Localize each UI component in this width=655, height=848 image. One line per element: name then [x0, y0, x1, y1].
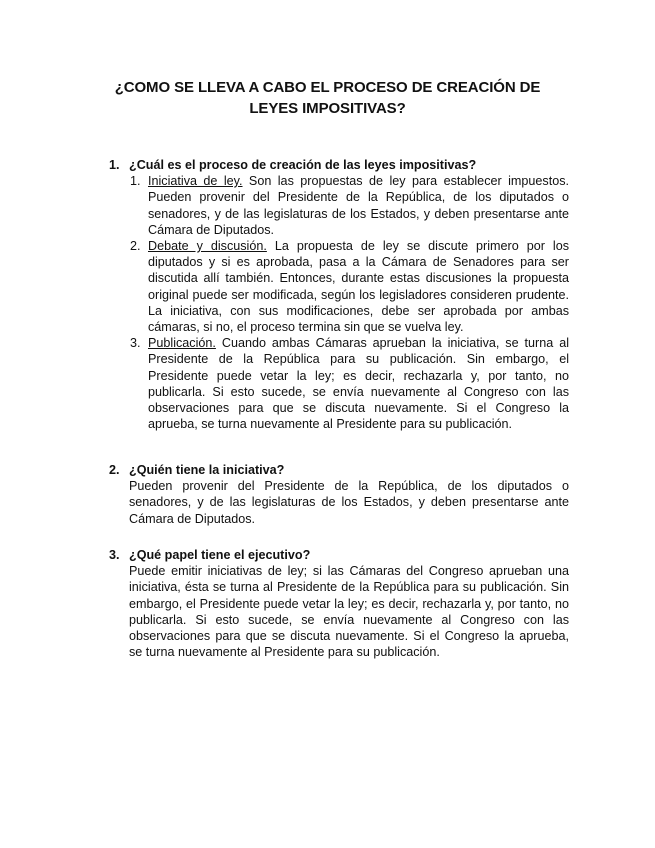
section-process — [109, 157, 569, 432]
section-heading — [109, 462, 569, 478]
section-question: ¿Cuál es el proceso de creación de las leyes impositivas? — [129, 158, 477, 172]
list-item-debate — [109, 238, 569, 335]
title-line-2: LEYES IMPOSITIVAS? — [249, 100, 406, 117]
section-answer: Pueden provenir del Presidente de la República, de los diputados o senadores, y de las legislaturas de los Estados, y deben presentarse ante Cámara de Diputados. — [129, 479, 569, 526]
section-question: ¿Qué papel tiene el ejecutivo? — [129, 548, 311, 562]
list-item-number: 3. — [130, 336, 141, 351]
section-ejecutivo — [109, 547, 569, 660]
list-item-text: Son las propuestas de ley para establecer impuestos. Pueden provenir del Presidente de la República, de los diputados o senadores, y de las legislaturas de los Estados, y deben presentarse ante Cámara de Diputados. — [148, 174, 570, 237]
section-heading — [109, 157, 569, 173]
list-item-title: Publicación. — [148, 336, 216, 351]
list-item-text: La propuesta de ley se discute primero por los diputados y si es aprobada, pasa a la Cámara de Senadores para ser discutida allí también. Entonces, durante estas discusiones la propuesta original puede ser modificada, según los legisladores consideren prudente. La iniciativa, con sus modificaciones, debe ser aprobada por ambas cámaras, si no, el proceso termina sin que se vuelva ley. — [148, 239, 569, 335]
section-number: 1. — [109, 158, 120, 172]
section-number: 2. — [109, 463, 120, 477]
section-iniciativa — [109, 462, 569, 527]
section-number: 3. — [109, 548, 120, 562]
document-title — [100, 77, 555, 119]
section-question: ¿Quién tiene la iniciativa? — [129, 463, 285, 477]
list-item-publicacion — [109, 335, 569, 432]
list-item-iniciativa — [109, 173, 569, 238]
list-item-number: 2. — [130, 239, 141, 254]
list-item-text: Cuando ambas Cámaras aprueban la iniciativa, se turna al Presidente de la República para su publicación. Sin embargo, el Presidente puede vetar la ley; es decir, rechazarla y, por tanto, no publicarla. Si esto sucede, se envía nuevamente al Congreso con las observaciones para que se discuta nuevamente. Si el Congreso la aprueba, se turna nuevamente al Presidente para su publicación. — [148, 336, 569, 432]
title-line-1: ¿COMO SE LLEVA A CABO EL PROCESO DE CREACIÓN DE — [114, 79, 541, 96]
section-answer: Puede emitir iniciativas de ley; si las Cámaras del Congreso aprueban una iniciativa, ésta se turna al Presidente de la República para su publicación. Sin embargo, el Presidente puede vetar la ley; es decir, rechazarla y, por tanto, no publicarla. Si esto sucede, se envía nuevamente al Congreso con las observaciones para que se discuta nuevamente. Si el Congreso la aprueba, se turna nuevamente al Presidente para su publicación. — [129, 564, 569, 660]
list-item-title: Iniciativa de ley. — [148, 174, 243, 189]
section-heading — [109, 547, 569, 563]
list-item-title: Debate y discusión. — [148, 239, 267, 254]
list-item-number: 1. — [130, 174, 141, 189]
